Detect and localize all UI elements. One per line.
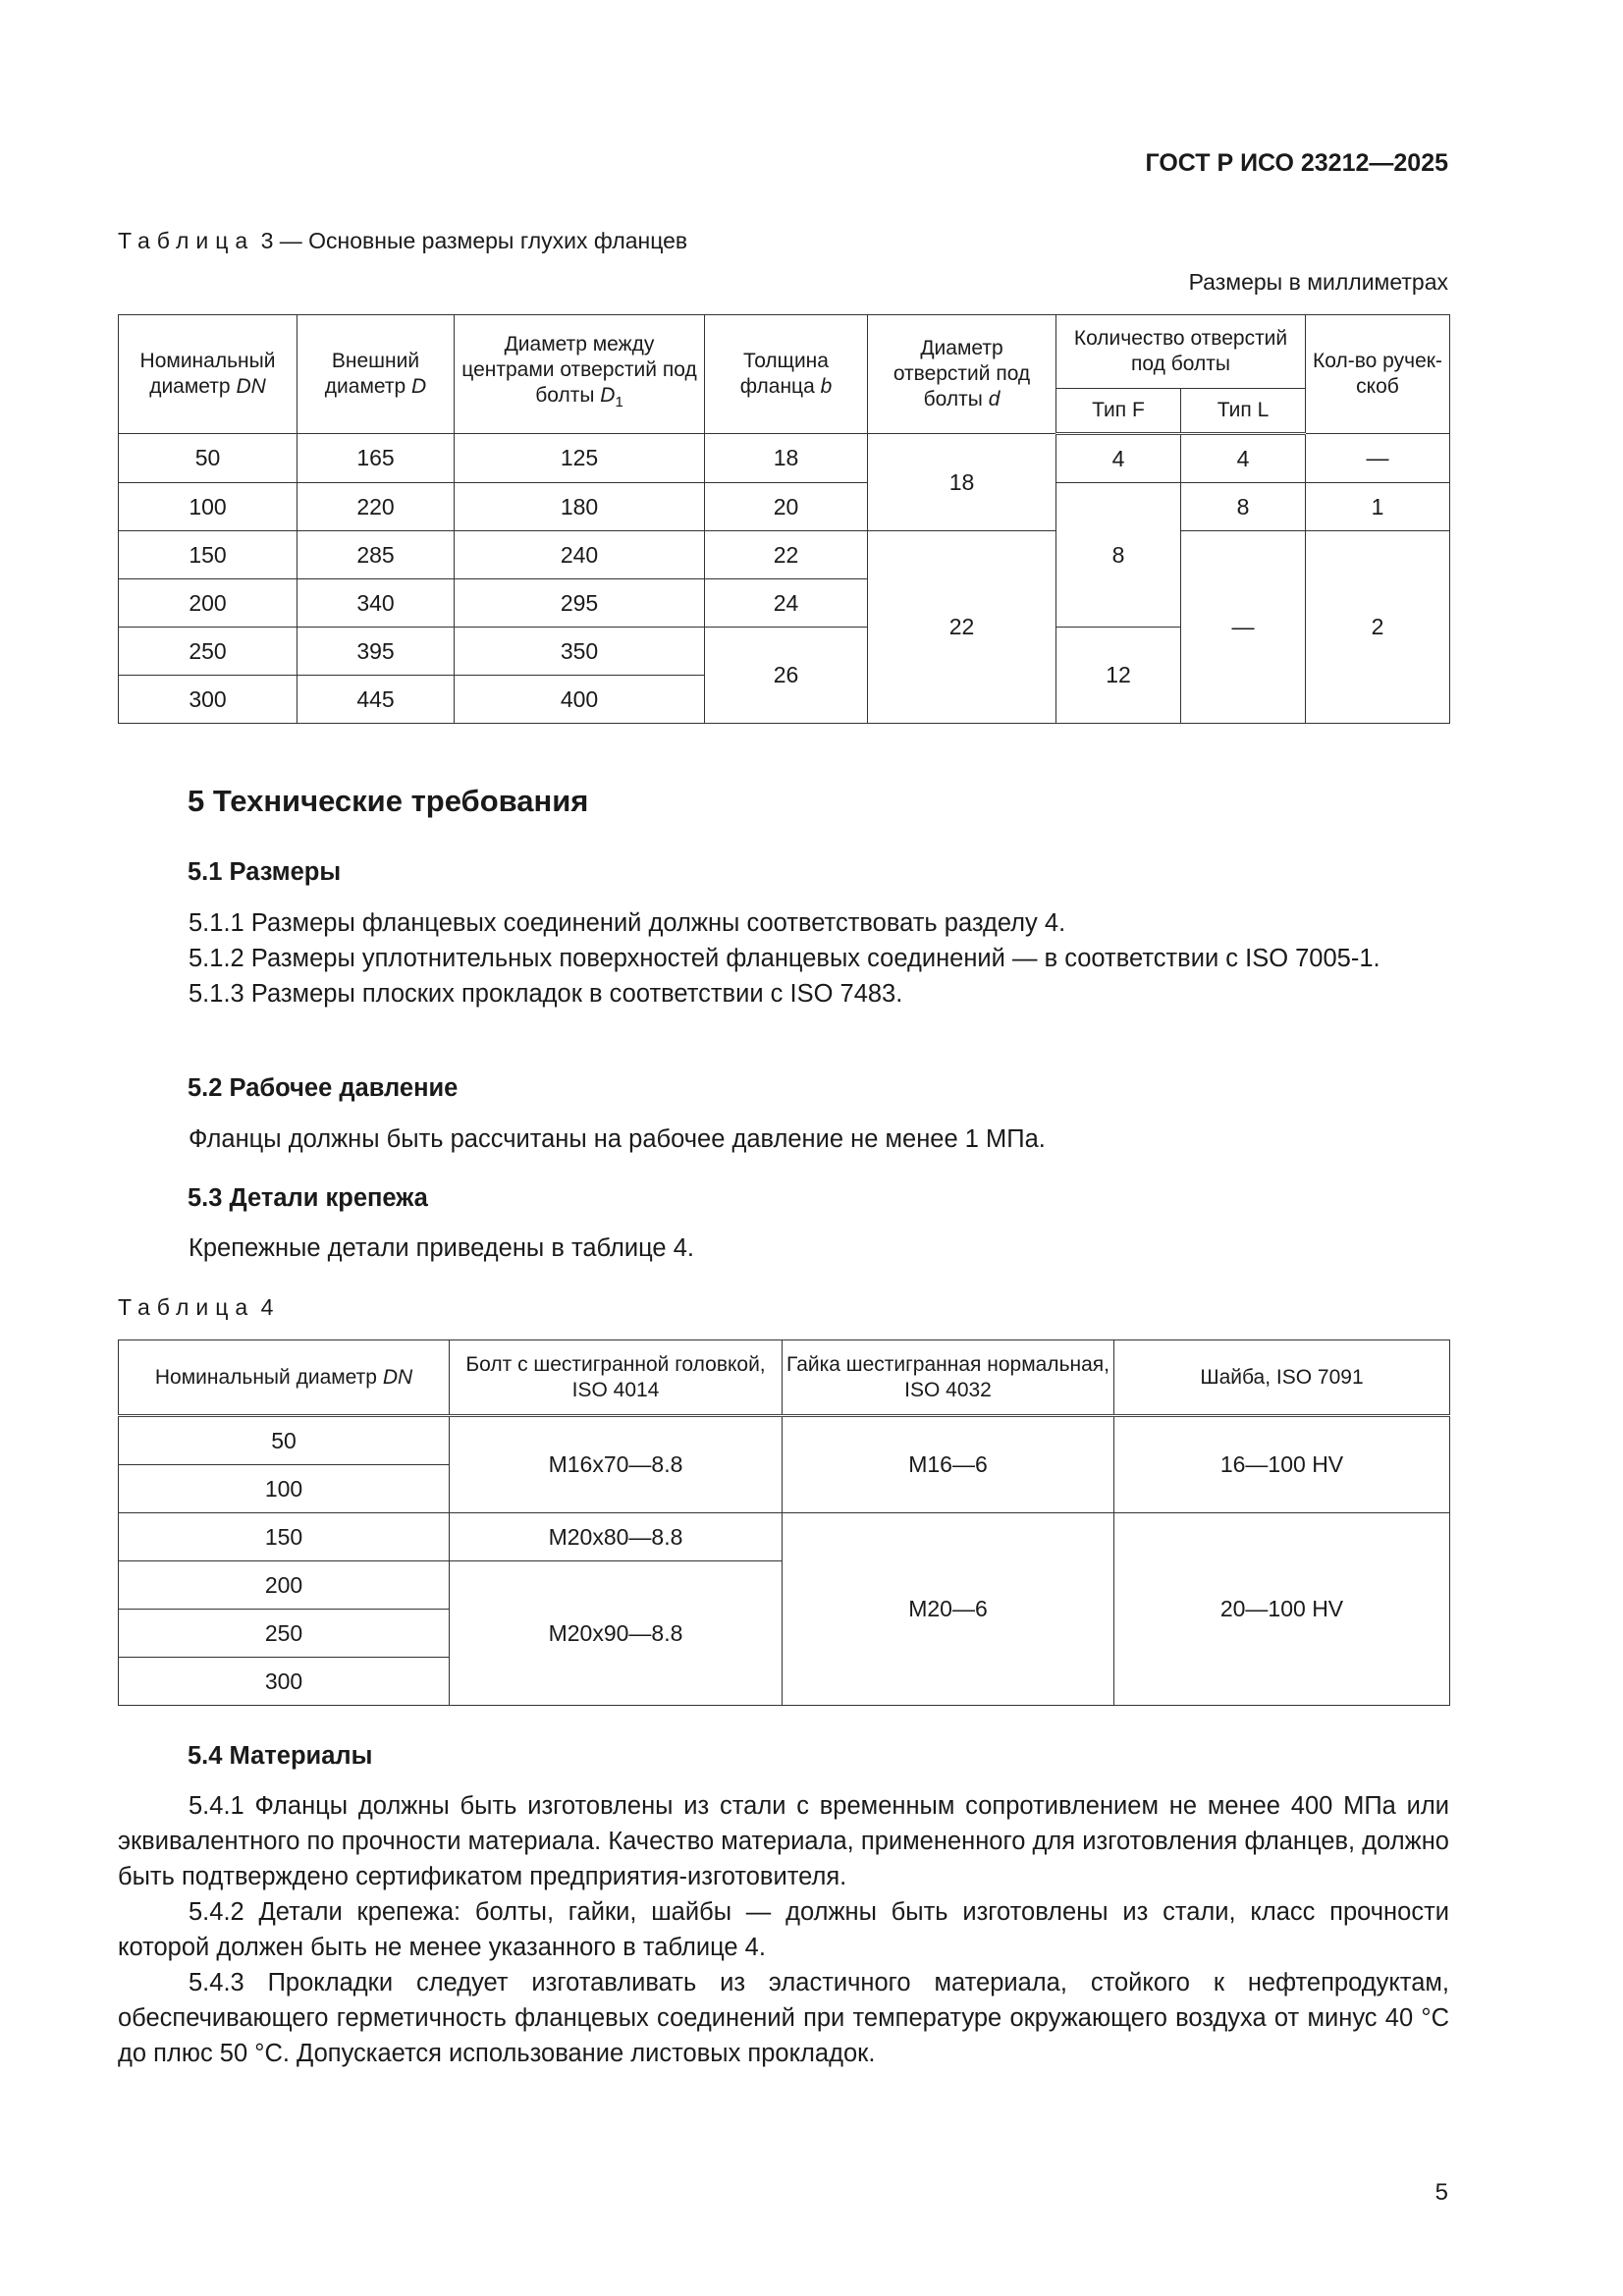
cell-hole-diameter: 18: [868, 434, 1056, 531]
cell-washer: 16—100 HV: [1114, 1416, 1450, 1513]
cell-nut: M16—6: [783, 1416, 1114, 1513]
document-standard-number: ГОСТ Р ИСО 23212—2025: [1145, 149, 1448, 177]
header-type-f: Тип F: [1056, 389, 1181, 434]
cell-type-l: —: [1181, 531, 1306, 724]
cell-thickness: 22: [705, 531, 868, 579]
paragraph: 5.4.2 Детали крепежа: болты, гайки, шайбы — должны быть изготовлены из стали, класс прочности которой должен быть не менее указанного в таблице 4.: [118, 1898, 1449, 1961]
cell-bolt-circle: 180: [455, 483, 705, 531]
cell-dn: 250: [119, 1610, 450, 1658]
cell-dn: 50: [119, 434, 298, 483]
section-heading: 5 Технические требования: [188, 784, 589, 818]
table-row: [119, 434, 1450, 483]
cell-dn: 200: [119, 1561, 450, 1610]
paragraph: 5.4.1 Фланцы должны быть изготовлены из стали с временным сопротивлением не менее 400 МПа или эквивалентного по прочности материала. Качество материала, примененного для изготовления фланцев, должно быть подтверждено сертификатом предприятия-изготовителя.: [118, 1792, 1449, 1890]
table4-caption-word: Таблица: [118, 1294, 255, 1320]
paragraph: Крепежные детали приведены в таблице 4.: [189, 1234, 694, 1262]
paragraph: 5.1.2 Размеры уплотнительных поверхностей фланцевых соединений — в соответствии с ISO 7005-1.: [189, 945, 1380, 972]
paragraph: 5.4.3 Прокладки следует изготавливать из эластичного материала, стойкого к нефтепродуктам, обеспечивающего герметичность фланцевых соединений при температуре окружающего воздуха от минус 40 °С до плюс 50 °С. Допускается использование листовых прокладок.: [118, 1969, 1449, 2067]
cell-type-f: 8: [1056, 483, 1181, 628]
cell-dn: 200: [119, 579, 298, 628]
header-bolt-circle-diameter: Диаметр между центрами отверстий под болты $D_1$: [455, 315, 705, 434]
header-type-l: Тип L: [1181, 389, 1306, 434]
cell-dn: 100: [119, 483, 298, 531]
subsection-heading: 5.2 Рабочее давление: [188, 1074, 459, 1102]
table3-caption-word: Таблица: [118, 228, 255, 253]
header-nominal-diameter: Номинальный диаметр DN: [119, 1340, 450, 1416]
header-outer-diameter: Внешний диаметр D: [298, 315, 455, 434]
cell-outer-diameter: 220: [298, 483, 455, 531]
table3-units-note: Размеры в миллиметрах: [1188, 269, 1448, 295]
cell-bolt: M20x90—8.8: [450, 1561, 783, 1706]
cell-thickness: 26: [705, 628, 868, 724]
cell-outer-diameter: 285: [298, 531, 455, 579]
cell-handles: 1: [1306, 483, 1450, 531]
subsection-heading: 5.1 Размеры: [188, 858, 342, 886]
cell-dn: 300: [119, 676, 298, 724]
table-row: [119, 483, 1450, 531]
paragraph-group: [118, 1788, 1449, 2071]
page-number: 5: [1434, 2179, 1448, 2206]
cell-type-f: 4: [1056, 434, 1181, 483]
table4-caption-number: 4: [260, 1294, 274, 1320]
cell-outer-diameter: 445: [298, 676, 455, 724]
cell-bolt-circle: 125: [455, 434, 705, 483]
cell-type-f: 12: [1056, 628, 1181, 724]
cell-bolt: M20x80—8.8: [450, 1513, 783, 1561]
cell-bolt: M16x70—8.8: [450, 1416, 783, 1513]
cell-handles: 2: [1306, 531, 1450, 724]
fasteners-table: [118, 1339, 1450, 1706]
paragraph-group: [118, 1121, 1449, 1157]
cell-hole-diameter: 22: [868, 531, 1056, 724]
header-bolt-hole-diameter: Диаметр отверстий под болты d: [868, 315, 1056, 434]
cell-dn: 150: [119, 531, 298, 579]
cell-bolt-circle: 240: [455, 531, 705, 579]
cell-bolt-circle: 295: [455, 579, 705, 628]
cell-washer: 20—100 HV: [1114, 1513, 1450, 1706]
table3-caption: [118, 228, 687, 254]
table4-caption: [118, 1294, 273, 1321]
header-nut: Гайка шестигранная нормальная, ISO 4032: [783, 1340, 1114, 1416]
cell-dn: 100: [119, 1465, 450, 1513]
paragraph-group: [118, 905, 1449, 1011]
paragraph: Фланцы должны быть рассчитаны на рабочее давление не менее 1 МПа.: [189, 1125, 1046, 1153]
cell-thickness: 20: [705, 483, 868, 531]
subsection-heading: 5.4 Материалы: [188, 1742, 373, 1770]
header-bolt: Болт с шестигранной головкой, ISO 4014: [450, 1340, 783, 1416]
cell-thickness: 24: [705, 579, 868, 628]
cell-dn: 300: [119, 1658, 450, 1706]
header-flange-thickness: Толщина фланца b: [705, 315, 868, 434]
paragraph: 5.1.1 Размеры фланцевых соединений должны соответствовать разделу 4.: [189, 909, 1066, 937]
cell-nut: M20—6: [783, 1513, 1114, 1706]
paragraph-group: [118, 1230, 1449, 1266]
header-handle-count: Кол-во ручек-скоб: [1306, 315, 1450, 434]
cell-dn: 250: [119, 628, 298, 676]
header-washer: Шайба, ISO 7091: [1114, 1340, 1450, 1416]
cell-outer-diameter: 340: [298, 579, 455, 628]
table3-caption-text: 3 — Основные размеры глухих фланцев: [260, 228, 688, 253]
subsection-heading: 5.3 Детали крепежа: [188, 1184, 428, 1212]
cell-type-l: 4: [1181, 434, 1306, 483]
cell-outer-diameter: 165: [298, 434, 455, 483]
cell-type-l: 8: [1181, 483, 1306, 531]
cell-thickness: 18: [705, 434, 868, 483]
flange-dimensions-table: [118, 314, 1450, 724]
table-row: [119, 531, 1450, 579]
table-row: [119, 1513, 1450, 1561]
cell-outer-diameter: 395: [298, 628, 455, 676]
cell-dn: 150: [119, 1513, 450, 1561]
paragraph: 5.1.3 Размеры плоских прокладок в соответствии с ISO 7483.: [189, 980, 903, 1008]
header-bolt-hole-count: Количество отверстий под болты: [1056, 315, 1306, 389]
cell-bolt-circle: 400: [455, 676, 705, 724]
cell-dn: 50: [119, 1416, 450, 1465]
table-row: [119, 1416, 1450, 1465]
cell-bolt-circle: 350: [455, 628, 705, 676]
header-nominal-diameter: Номинальный диаметр DN: [119, 315, 298, 434]
cell-handles: —: [1306, 434, 1450, 483]
